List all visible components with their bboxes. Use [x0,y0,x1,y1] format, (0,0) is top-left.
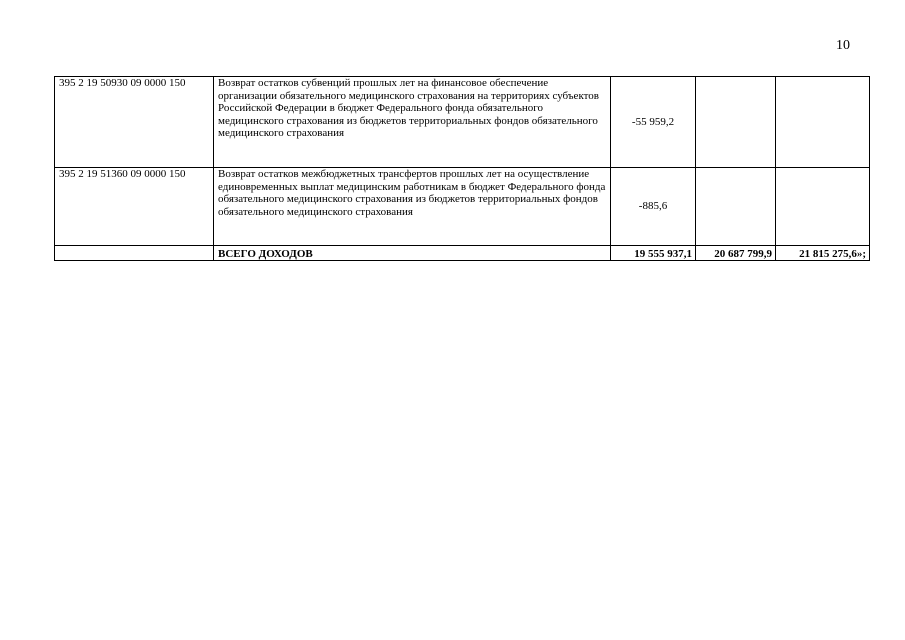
amount-year-1: -885,6 [611,168,696,246]
total-year-3: 21 815 275,6»; [776,246,870,261]
amount-year-2 [696,168,776,246]
revenue-table [54,76,870,261]
total-code-cell [55,246,214,261]
total-year-1: 19 555 937,1 [611,246,696,261]
total-year-2: 20 687 799,9 [696,246,776,261]
amount-year-2 [696,77,776,168]
table-row [55,168,870,246]
page-number: 10 [836,38,850,53]
table-row [55,77,870,168]
amount-year-1: -55 959,2 [611,77,696,168]
amount-year-3 [776,168,870,246]
budget-classification-code: 395 2 19 50930 09 0000 150 [55,77,214,168]
revenue-name: Возврат остатков субвенций прошлых лет на финансовое обеспечение организации обязательного медицинского страхования на территориях субъектов Российской Федерации в бюджет Федерального фонда обязательного медицинского страхования из бюджетов территориальных фондов обязательного медицинского страхования [214,77,611,168]
revenue-name: Возврат остатков межбюджетных трансфертов прошлых лет на осуществление единовременных выплат медицинским работникам в бюджет Федерального фонда обязательного медицинского страхования из бюджетов территориальных фондов обязательного медицинского страхования [214,168,611,246]
budget-classification-code: 395 2 19 51360 09 0000 150 [55,168,214,246]
total-label: ВСЕГО ДОХОДОВ [214,246,611,261]
total-row [55,246,870,261]
amount-year-3 [776,77,870,168]
